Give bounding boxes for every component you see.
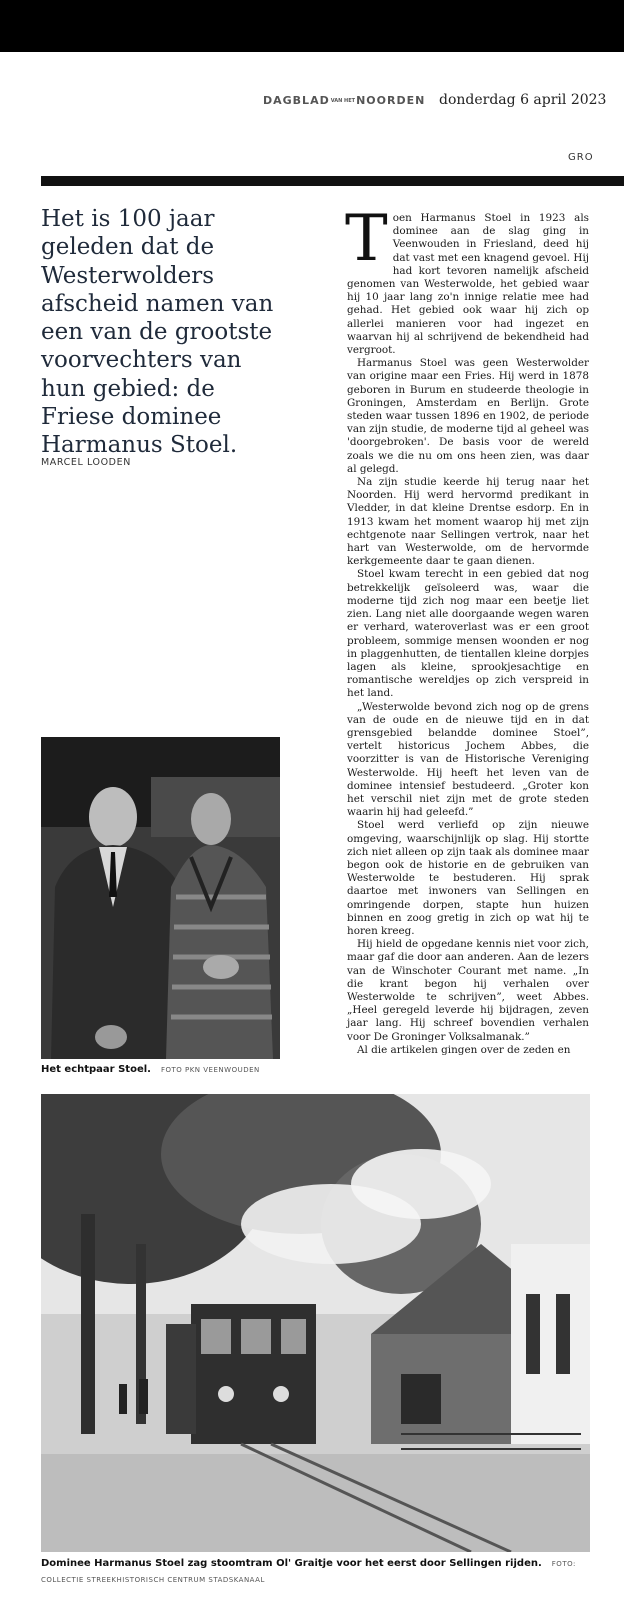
issue-date: donderdag 6 april 2023 (439, 92, 607, 108)
couple-photo (41, 737, 280, 1059)
masthead-left: DAGBLAD (263, 94, 330, 107)
article-paragraph: Toen Harmanus Stoel in 1923 als dominee aan de slag ging in Veenwouden in Friesland, deed hij dat vast met een knagend gevoel. Hij had kort tevoren namelijk afscheid genomen van Westerwolde, het gebied waar hij 10 jaar lang zo'n innige relatie mee had gehad. Het gebied ook waar hij zich op allerlei manieren voor had ingezet en waarvan hij al schrijvend de bekendheid had vergroot. (345, 202, 589, 357)
photo1-credit: FOTO PKN VEENWOUDEN (160, 1066, 260, 1074)
headline: Het is 100 jaar geleden dat de Westerwolders afscheid namen van een van de grootste voorvechters van hun gebied: de Friese dominee Harmanus Stoel. (41, 206, 274, 459)
photo1-caption (41, 1064, 260, 1075)
drop-cap: T (345, 202, 388, 276)
article-paragraph: „Westerwolde bevond zich nog op de grens van de oude en de nieuwe tijd en in dat grensgebied belandde dominee Stoel”, vertelt historicus Jochem Abbes, die voorzitter is van de Historische Vereniging Westerwolde. Hij heeft het leven van de dominee intensief bestudeerd. „Groter kon het verschil niet zijn met de grote steden waarin hij had geleefd.” (347, 700, 589, 819)
byline: MARCEL LOODEN (41, 457, 131, 468)
section-label: GRO (568, 152, 594, 163)
article-paragraph: Stoel kwam terecht in een gebied dat nog betrekkelijk geïsoleerd was, waar die moderne tijd zich nog maar een beetje liet zien. Lang niet alle doorgaande wegen waren er verhard, wateroverlast was er een groot probleem, sommige mensen woonden er nog in plaggenhutten, de tientallen kleine dorpjes lagen als kleine, sprookjesachtige en romantische wereldjes op zich verspreid in het land. (347, 568, 589, 700)
header-rule (41, 176, 624, 186)
article-paragraph: Stoel werd verliefd op zijn nieuwe omgeving, waarschijnlijk op slag. Hij stortte zich niet alleen op zijn taak als dominee maar begon ook de historie en de gebruiken van Westerwolde te bestuderen. Hij sprak daartoe met inwoners van Sellingen en omringende dorpen, stapte hun huizen binnen en zoog gretig in zich op wat hij te horen kreeg. (347, 819, 589, 937)
article-paragraph: Harmanus Stoel was geen Westerwolder van origine maar een Fries. Hij werd in 1878 geboren in Burum en studeerde theologie in Groningen, Amsterdam en Berlijn. Grote steden waar tussen 1896 en 1902, de periode van zijn studie, de moderne tijd al geheel was 'doorgebroken'. De basis voor de wereld zoals we die nu om ons heen zien, was daar al gelegd. (347, 357, 589, 475)
masthead-logo (263, 94, 425, 107)
masthead-right: NOORDEN (356, 94, 426, 107)
article-body (345, 202, 589, 1057)
article-paragraph: Na zijn studie keerde hij terug naar het Noorden. Hij werd hervormd predikant in Vledder, in dat kleine Drentse esdorp. En in 1913 kwam het moment waarop hij met zijn echtgenote naar Sellingen vertrok, naar het hart van Westerwolde, om de hervormde kerkgemeente daar te gaan dienen. (347, 476, 589, 568)
article-paragraph: Hij hield de opgedane kennis niet voor zich, maar gaf die door aan anderen. Aan de lezers van de Winschoter Courant met name. „In die krant begon hij verhalen over Westerwolde te schrijven”, weet Abbes. „Heel geregeld leverde hij bijdragen, zeven jaar lang. Hij schreef bovendien verhalen voor De Groninger Volksalmanak.” (347, 938, 589, 1043)
photo2-caption (41, 1556, 601, 1588)
masthead-mid: VAN HET (330, 98, 356, 104)
photo1-caption-text: Het echtpaar Stoel. (41, 1064, 151, 1075)
photo2-credit: FOTO: COLLECTIE STREEKHISTORISCH CENTRUM STADSKANAAL (41, 1560, 576, 1584)
top-black-bar (0, 0, 624, 52)
photo2-caption-text: Dominee Harmanus Stoel zag stoomtram Ol' Graitje voor het eerst door Sellingen rijden. (41, 1558, 542, 1569)
steam-tram-photo (41, 1094, 590, 1552)
article-paragraph: Al die artikelen gingen over de zeden en (357, 1043, 571, 1056)
